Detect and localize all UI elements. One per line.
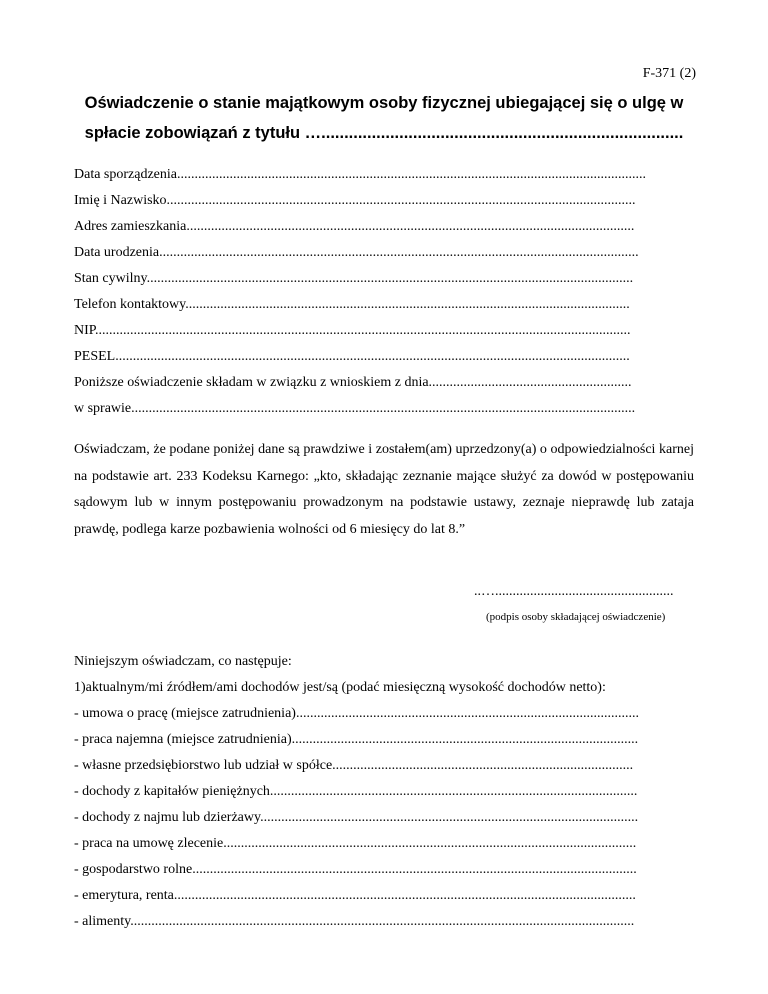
income-item: - gospodarstwo rolne............................................................................................................................... xyxy=(74,862,637,877)
document-title xyxy=(74,88,694,148)
income-item: - alimenty................................................................................................................................................ xyxy=(74,914,635,929)
field-adres: Adres zamieszkania................................................................................................................................ xyxy=(74,219,635,234)
form-code: F-371 (2) xyxy=(642,66,696,81)
income-item: - umowa o pracę (miejsce zatrudnienia).................................................................................................. xyxy=(74,706,639,721)
income-item: - praca na umowę zlecenie...................................................................................................................... xyxy=(74,836,637,851)
field-nip: NIP......................................................................................................................................................... xyxy=(74,323,631,338)
field-data-urodzenia: Data urodzenia......................................................................................................................................... xyxy=(74,245,639,260)
declaration-paragraph: Oświadczam, że podane poniżej dane są prawdziwe i zostałem(am) uprzedzony(a) o odpowiedzialności karnej na podstawie art. 233 Kodeksu Karnego: „kto, składając zeznanie mające służyć za dowód w postępowaniu sądowym lub w innym postępowaniu prowadzonym na podstawie ustawy, zeznaje nieprawdę lub zataja prawdę, podlega karze pozbawienia wolności od 6 miesięcy do lat 8.” xyxy=(74,442,694,537)
field-imie-nazwisko: Imię i Nazwisko...................................................................................................................................... xyxy=(74,193,636,208)
income-item: - emerytura, renta.................................................................................................................................... xyxy=(74,888,636,903)
field-telefon: Telefon kontaktowy............................................................................................................................... xyxy=(74,297,630,312)
signature-caption: (podpis osoby składającej oświadczenie) xyxy=(486,611,666,623)
field-wniosek: Poniższe oświadczenie składam w związku z wnioskiem z dnia.......................................................... xyxy=(74,375,632,390)
field-stan-cywilny: Stan cywilny........................................................................................................................................... xyxy=(74,271,634,286)
signature-line: ..…................................................... xyxy=(474,584,674,599)
field-data-sporzadzenia: Data sporządzenia...................................................................................................................................... xyxy=(74,167,646,182)
income-item: - praca najemna (miejsce zatrudnienia)................................................................................................... xyxy=(74,732,639,747)
title-line-2: spłacie zobowiązań z tytułu …............................................................................... xyxy=(84,124,684,142)
income-heading: 1)aktualnym/mi źródłem/ami dochodów jest/są (podać miesięczną wysokość dochodów netto): xyxy=(74,680,606,695)
field-sprawa: w sprawie................................................................................................................................................ xyxy=(74,401,636,416)
title-line-1: Oświadczenie o stanie majątkowym osoby fizycznej ubiegającej się o ulgę w xyxy=(84,94,684,112)
income-item: - własne przedsiębiorstwo lub udział w spółce...................................................................................... xyxy=(74,758,634,773)
income-item: - dochody z kapitałów pieniężnych......................................................................................................... xyxy=(74,784,638,799)
income-intro: Niniejszym oświadczam, co następuje: xyxy=(74,654,292,669)
income-item: - dochody z najmu lub dzierżawy............................................................................................................ xyxy=(74,810,639,825)
field-pesel: PESEL................................................................................................................................................... xyxy=(74,349,630,364)
